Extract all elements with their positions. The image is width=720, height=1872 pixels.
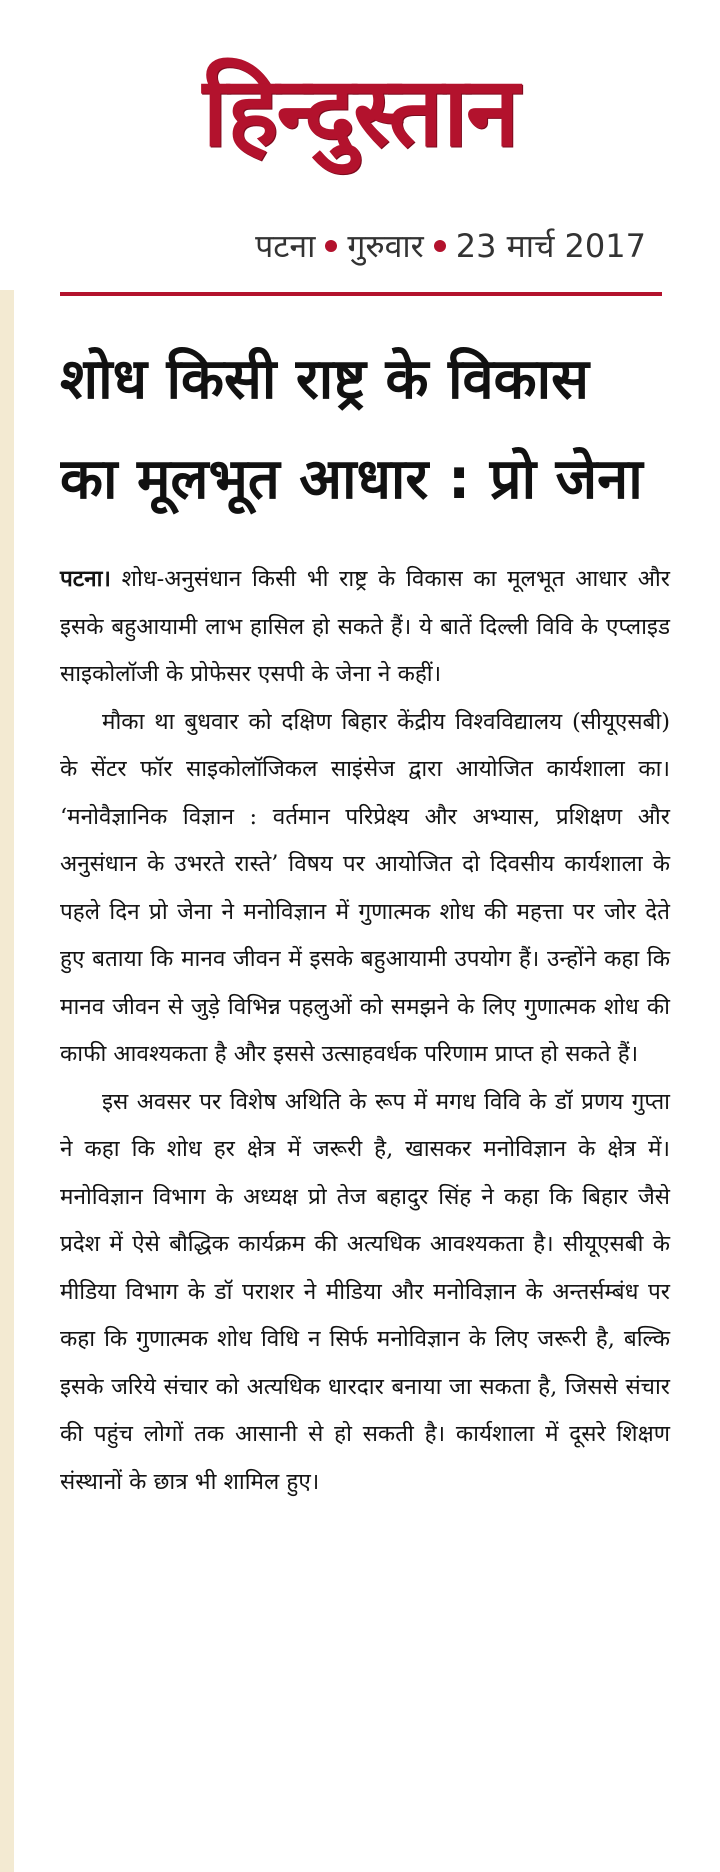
- article-paragraph-3: इस अवसर पर विशेष अथिति के रूप में मगध विवि के डॉ प्रणय गुप्ता ने कहा कि शोध हर क्षेत्र में जरूरी है, खासकर मनोविज्ञान के क्षेत्र में। मनोविज्ञान विभाग के अध्यक्ष प्रो तेज बहादुर सिंह ने कहा कि बिहार जैसे प्रदेश में ऐसे बौद्धिक कार्यक्रम की अत्यधिक आवश्यकता है। सीयूएसबी के मीडिया विभाग के डॉ पराशर ने मीडिया और मनोविज्ञान के अन्तर्सम्बंध पर कहा कि गुणात्मक शोध विधि न सिर्फ मनोविज्ञान के लिए जरूरी है, बल्कि इसके जरिये संचार को अत्यधिक धारदार बनाया जा सकता है, जिससे संचार की पहुंच लोगों तक आसानी से हो सकती है। कार्यशाला में दूसरे शिक्षण संस्थानों के छात्र भी शामिल हुए।: [60, 1088, 670, 1495]
- article-dateline-lead: पटना।: [60, 566, 111, 592]
- article-paragraph-1-text: शोध-अनुसंधान किसी भी राष्ट्र के विकास का मूलभूत आधार और इसके बहुआयामी लाभ हासिल हो सकते हैं। ये बातें दिल्ली विवि के एप्लाइड साइकोलॉजी के प्रोफेसर एसपी के जेना ने कहीं।: [60, 566, 670, 687]
- article-paragraph-2: मौका था बुधवार को दक्षिण बिहार केंद्रीय विश्वविद्यालय (सीयूएसबी) के सेंटर फॉर साइकोलॉजिकल साइंसेज द्वारा आयोजित कार्यशाला का। ‘मनोवैज्ञानिक विज्ञान : वर्तमान परिप्रेक्ष्य और अभ्यास, प्रशिक्षण और अनुसंधान के उभरते रास्ते’ विषय पर आयोजित दो दिवसीय कार्यशाला के पहले दिन प्रो जेना ने मनोविज्ञान में गुणात्मक शोध की महत्ता पर जोर देते हुए बताया कि मानव जीवन में इसके बहुआयामी उपयोग हैं। उन्होंने कहा कि मानव जीवन से जुड़े विभिन्न पहलुओं को समझने के लिए गुणात्मक शोध की काफी आवश्यकता है और इससे उत्साहवर्धक परिणाम प्राप्त हो सकते हैं।: [60, 708, 670, 1067]
- newspaper-masthead: हिन्दुस्तान: [202, 55, 518, 168]
- dateline-city: पटना: [255, 227, 316, 265]
- article-body: [60, 556, 670, 1856]
- dateline: [60, 218, 646, 274]
- article-headline: [60, 330, 670, 540]
- dateline-date: 23 मार्च 2017: [455, 227, 646, 265]
- masthead-divider: [60, 292, 662, 296]
- article-paragraph-1: [60, 556, 670, 699]
- bullet-dot-icon: [434, 240, 446, 252]
- headline-line-2: का मूलभूत आधार : प्रो जेना: [60, 447, 643, 512]
- bullet-dot-icon: [325, 240, 337, 252]
- headline-line-1: शोध किसी राष्ट्र के विकास: [60, 347, 590, 412]
- scan-edge: [0, 290, 14, 1872]
- dateline-day: गुरुवार: [347, 227, 424, 265]
